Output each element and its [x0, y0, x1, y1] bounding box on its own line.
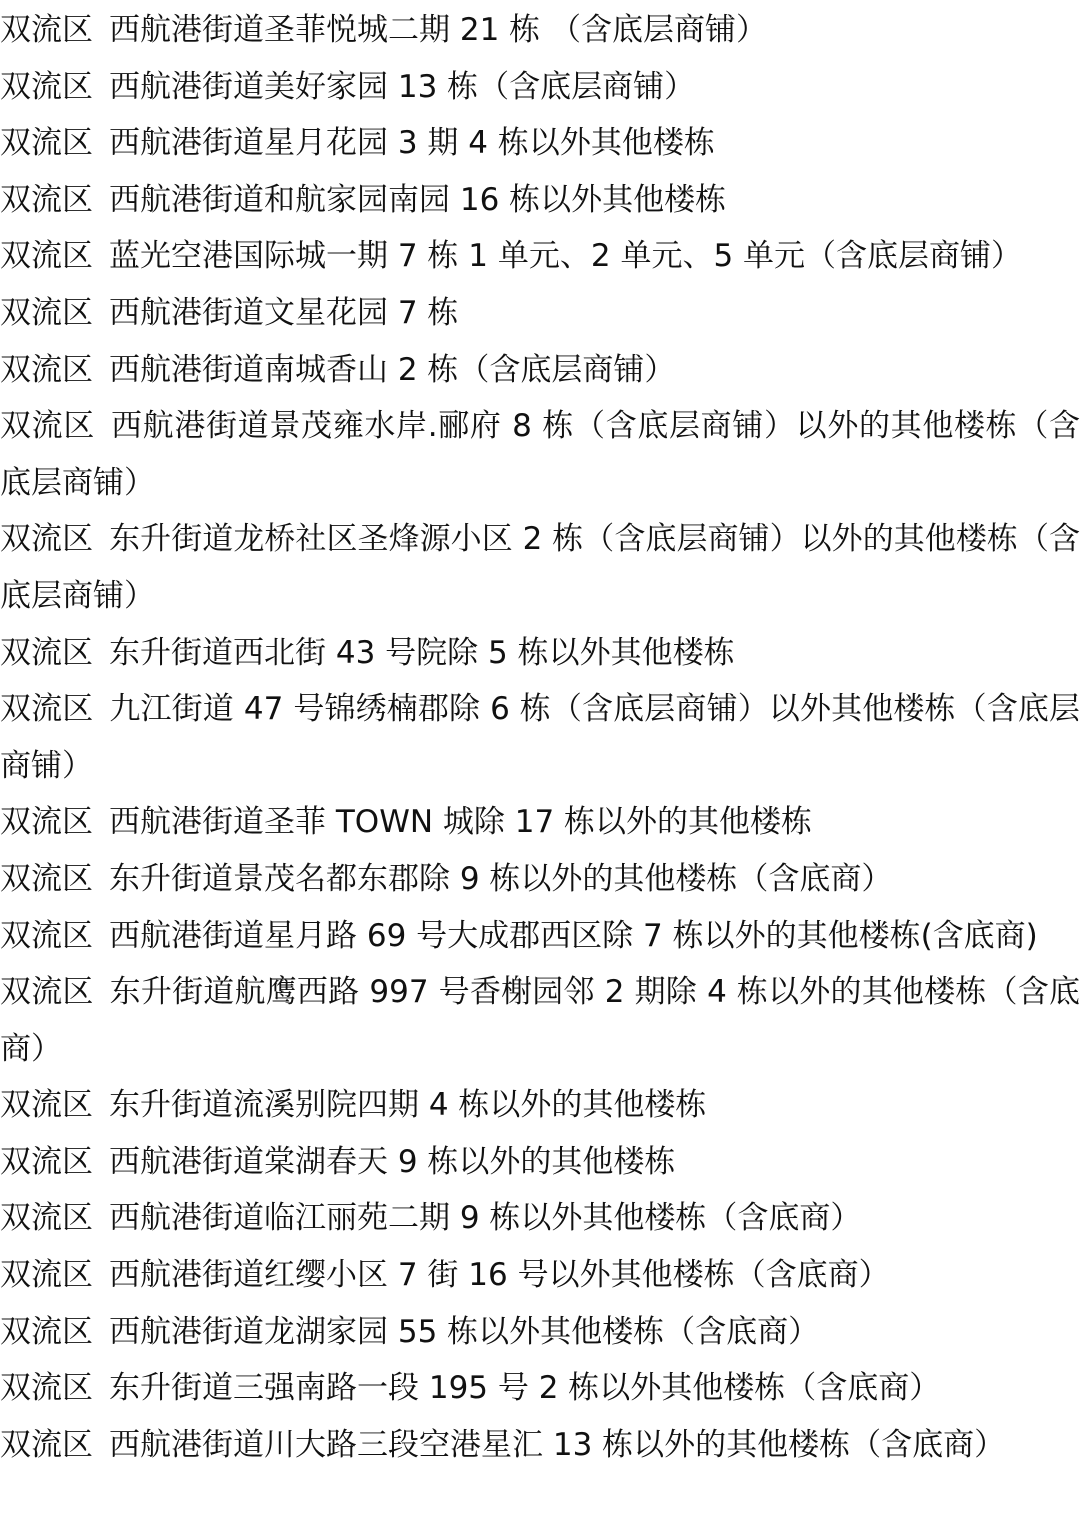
district-label: 双流区 [0, 68, 93, 105]
address-text: 东升街道流溪别院四期 4 栋以外的其他楼栋 [109, 1087, 707, 1124]
district-label: 双流区 [0, 294, 93, 331]
address-text: 西航港街道星月路 69 号大成郡西区除 7 栋以外的其他楼栋(含底商) [109, 917, 1038, 954]
district-label: 双流区 [0, 1200, 93, 1237]
address-text: 东升街道景茂名都东郡除 9 栋以外的其他楼栋（含底商） [109, 860, 893, 897]
address-text: 西航港街道和航家园南园 16 栋以外其他楼栋 [109, 181, 727, 218]
district-label: 双流区 [0, 1426, 93, 1463]
district-label: 双流区 [0, 691, 94, 728]
address-text: 西航港街道星月花园 3 期 4 栋以外其他楼栋 [109, 125, 715, 162]
address-text: 东升街道三强南路一段 195 号 2 栋以外其他楼栋（含底商） [109, 1370, 941, 1407]
list-item [0, 681, 1080, 794]
list-item [0, 511, 1080, 624]
district-label: 双流区 [0, 351, 93, 388]
address-text: 东升街道航鹰西路 997 号香榭园邻 2 期除 4 栋以外的其他楼栋（含底商） [0, 974, 1080, 1067]
district-label: 双流区 [0, 917, 93, 954]
district-label: 双流区 [0, 1313, 93, 1350]
district-label: 双流区 [0, 125, 93, 162]
district-label: 双流区 [0, 1143, 93, 1180]
district-label: 双流区 [0, 804, 93, 841]
list-item [0, 342, 1080, 399]
list-item [0, 398, 1080, 511]
list-item [0, 115, 1080, 172]
list-item [0, 2, 1080, 59]
list-item [0, 172, 1080, 229]
address-text: 西航港街道红缨小区 7 街 16 号以外其他楼栋（含底商） [109, 1257, 890, 1294]
address-text: 西航港街道文星花园 7 栋 [109, 294, 459, 331]
district-label: 双流区 [0, 238, 93, 275]
address-text: 九江街道 47 号锦绣楠郡除 6 栋（含底层商铺）以外其他楼栋（含底层商铺） [0, 691, 1080, 784]
list-item [0, 908, 1080, 965]
list-item [0, 794, 1080, 851]
address-text: 西航港街道川大路三段空港星汇 13 栋以外的其他楼栋（含底商） [109, 1426, 1006, 1463]
list-item [0, 625, 1080, 682]
list-item [0, 1190, 1080, 1247]
address-text: 蓝光空港国际城一期 7 栋 1 单元、2 单元、5 单元（含底层商铺） [109, 238, 1023, 275]
district-label: 双流区 [0, 1257, 93, 1294]
list-item [0, 964, 1080, 1077]
list-item [0, 1077, 1080, 1134]
list-item [0, 59, 1080, 116]
address-text: 西航港街道龙湖家园 55 栋以外其他楼栋（含底商） [109, 1313, 820, 1350]
address-text: 东升街道西北街 43 号院除 5 栋以外其他楼栋 [109, 634, 735, 671]
district-label: 双流区 [0, 974, 94, 1011]
list-item [0, 1247, 1080, 1304]
list-item [0, 851, 1080, 908]
list-item [0, 1417, 1080, 1474]
district-label: 双流区 [0, 1370, 93, 1407]
district-label: 双流区 [0, 1087, 93, 1124]
address-text: 西航港街道临江丽苑二期 9 栋以外其他楼栋（含底商） [109, 1200, 862, 1237]
address-text: 西航港街道棠湖春天 9 栋以外的其他楼栋 [109, 1143, 676, 1180]
address-text: 西航港街道景茂雍水岸.郦府 8 栋（含底层商铺）以外的其他楼栋（含底层商铺） [0, 408, 1080, 501]
district-label: 双流区 [0, 521, 94, 558]
list-item [0, 1360, 1080, 1417]
address-text: 西航港街道圣菲 TOWN 城除 17 栋以外的其他楼栋 [109, 804, 813, 841]
address-text: 东升街道龙桥社区圣烽源小区 2 栋（含底层商铺）以外的其他楼栋（含底层商铺） [0, 521, 1080, 614]
district-label: 双流区 [0, 12, 93, 48]
district-label: 双流区 [0, 181, 93, 218]
list-item [0, 228, 1080, 285]
list-item [0, 1304, 1080, 1361]
address-text: 西航港街道美好家园 13 栋（含底层商铺） [109, 68, 696, 105]
district-label: 双流区 [0, 634, 93, 671]
list-item [0, 285, 1080, 342]
district-label: 双流区 [0, 860, 93, 897]
district-label: 双流区 [0, 408, 96, 445]
address-text: 西航港街道南城香山 2 栋（含底层商铺） [109, 351, 676, 388]
address-text: 西航港街道圣菲悦城二期 21 栋 （含底层商铺） [109, 12, 768, 48]
list-item [0, 1134, 1080, 1191]
